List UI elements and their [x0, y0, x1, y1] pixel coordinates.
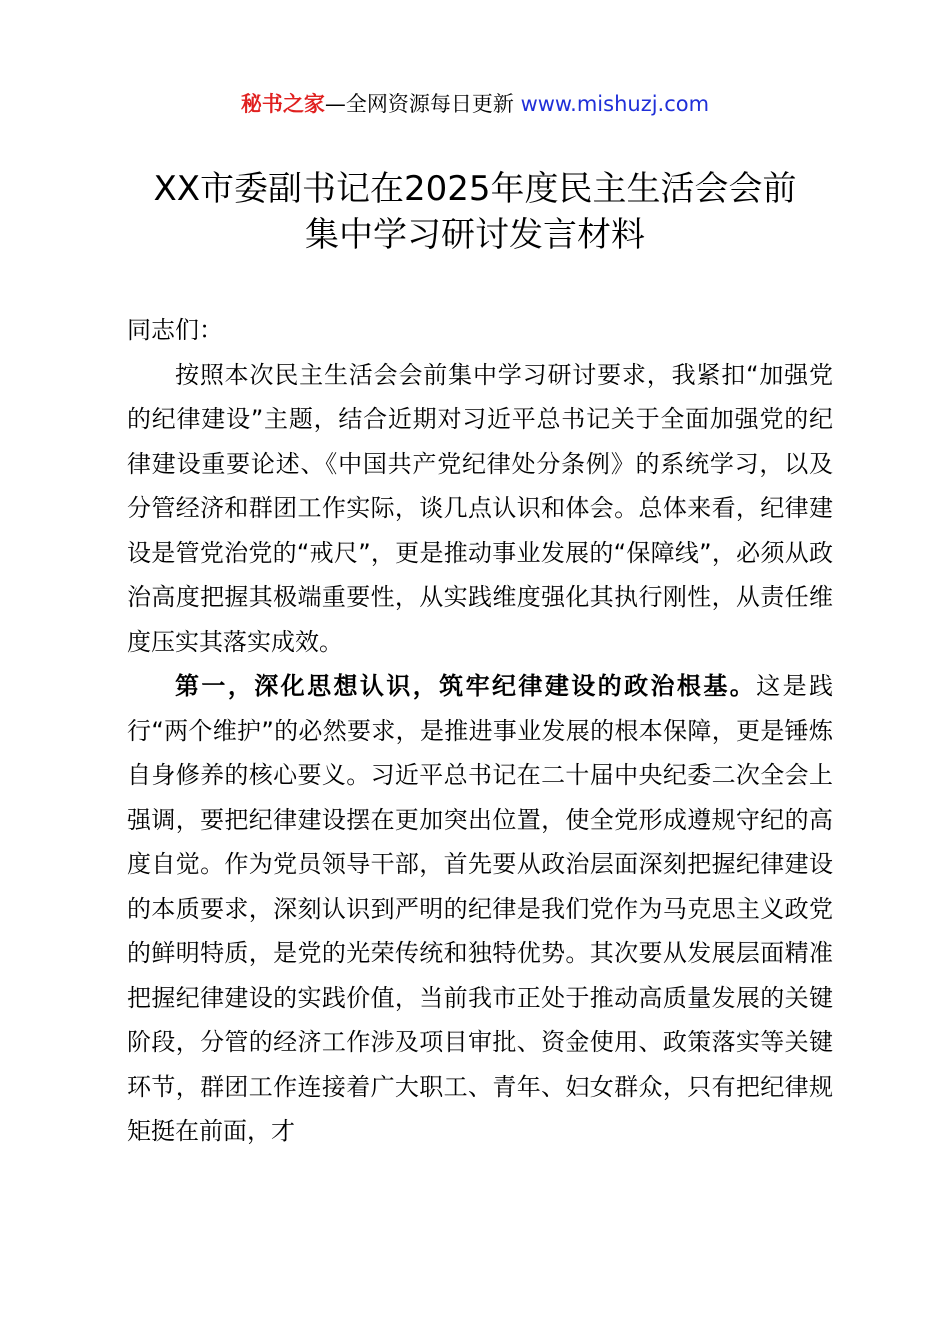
document-title — [80, 166, 870, 258]
site-header — [0, 88, 950, 120]
site-url-link[interactable]: www.mishuzj.com — [520, 92, 710, 116]
document-body — [127, 308, 833, 1154]
document-title-line-1: XX市委副书记在2025年度民主生活会会前 — [153, 169, 797, 209]
site-brand: 秘书之家 — [240, 92, 325, 116]
document-title-line-2: 集中学习研讨发言材料 — [305, 215, 645, 255]
paragraph-section-1 — [127, 664, 833, 1154]
section-1-body: 这是践行“两个维护”的必然要求，是推进事业发展的根本保障，更是锤炼自身修养的核心要义。习近平总书记在二十届中央纪委二次全会上强调，要把纪律建设摆在更加突出位置，使全党形成遵规守纪的高度自觉。作为党员领导干部，首先要从政治层面深刻把握纪律建设的本质要求，深刻认识到严明的纪律是我们党作为马克思主义政党的鲜明特质，是党的光荣传统和独特优势。其次要从发展层面精准把握纪律建设的实践价值，当前我市正处于推动高质量发展的关键阶段，分管的经济工作涉及项目审批、资金使用、政策落实等关键环节，群团工作连接着广大职工、青年、妇女群众，只有把纪律规矩挺在前面，才 — [127, 672, 834, 1145]
paragraph-intro: 按照本次民主生活会会前集中学习研讨要求，我紧扣“加强党的纪律建设”主题，结合近期对习近平总书记关于全面加强党的纪律建设重要论述、《中国共产党纪律处分条例》的系统学习，以及分管经济和群团工作实际，谈几点认识和体会。总体来看，纪律建设是管党治党的“戒尺”，更是推动事业发展的“保障线”，必须从政治高度把握其极端重要性，从实践维度强化其执行刚性，从责任维度压实其落实成效。 — [127, 360, 833, 656]
site-slogan: —全网资源每日更新 — [324, 92, 514, 116]
section-1-heading: 第一，深化思想认识，筑牢纪律建设的政治根基。 — [175, 672, 757, 700]
salutation: 同志们： — [127, 316, 223, 344]
